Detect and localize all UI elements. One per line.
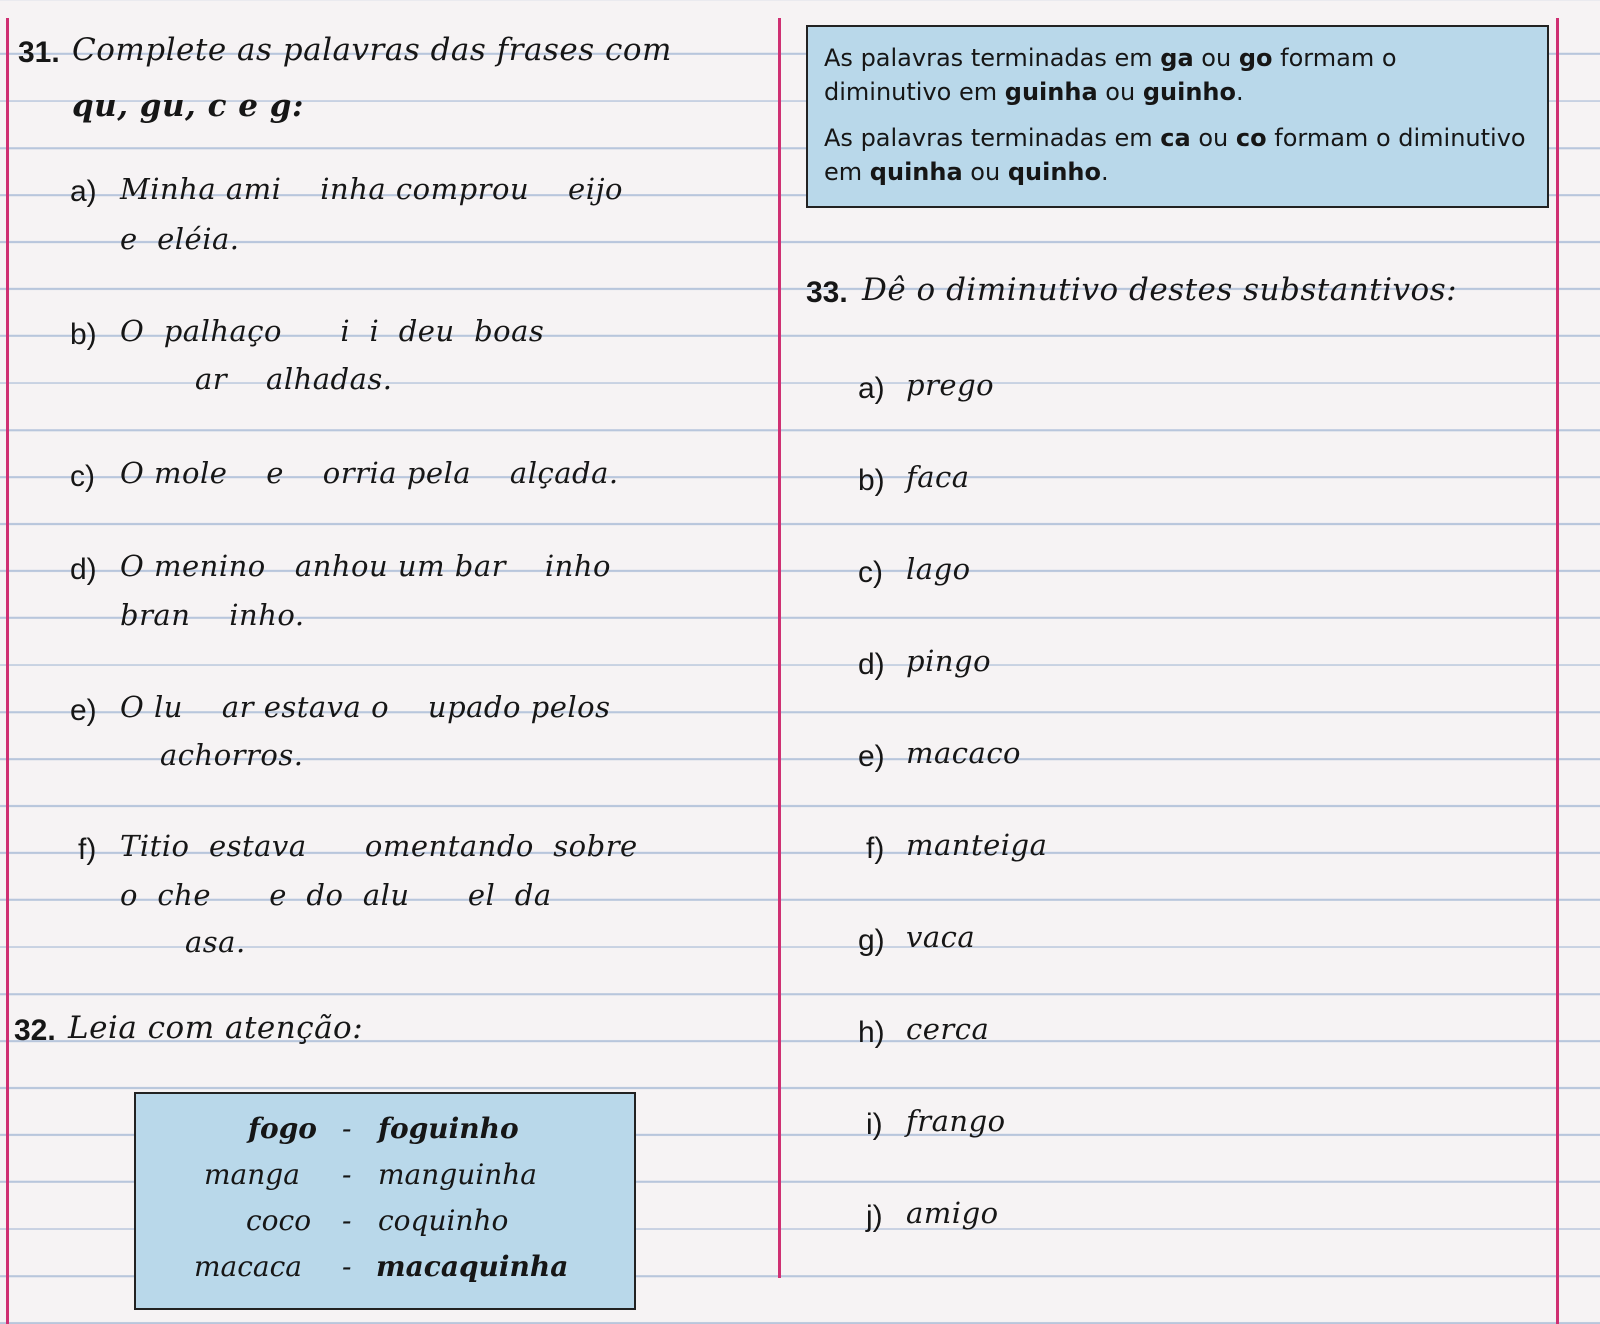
q31-item-f-line1: Titio estava omentando sobre <box>120 829 638 863</box>
q33-item-h-word: cerca <box>906 1012 990 1046</box>
q33-item-i-word: frango <box>906 1104 1006 1138</box>
q33-item-j-word: amigo <box>906 1196 999 1230</box>
example-3-dash: - <box>342 1204 352 1237</box>
example-3-base: coco <box>246 1204 312 1237</box>
examples-box <box>134 1092 636 1310</box>
q33-item-i-label: i) <box>866 1108 883 1141</box>
q33-item-e-label: e) <box>858 740 885 773</box>
q31-item-a-label: a) <box>70 175 97 208</box>
q33-item-j-label: j) <box>866 1200 883 1233</box>
q33-item-g-word: vaca <box>906 920 976 954</box>
example-1-diminutive: foguinho <box>378 1112 519 1145</box>
example-4-base: macaca <box>194 1250 302 1283</box>
example-4-diminutive: macaquinha <box>376 1250 569 1283</box>
q31-item-b-line2: ar alhadas. <box>195 362 393 396</box>
example-2-diminutive: manguinha <box>378 1158 537 1191</box>
right-margin-line <box>1556 18 1559 1324</box>
q31-item-b-label: b) <box>70 318 97 351</box>
example-2-base: manga <box>204 1158 300 1191</box>
q33-item-g-label: g) <box>858 924 885 957</box>
example-1-base: fogo <box>248 1112 317 1145</box>
q31-item-b-line1: O palhaço i i deu boas <box>120 314 545 348</box>
q33-item-f-word: manteiga <box>906 828 1048 862</box>
q31-item-f-line2: o che e do alu el da <box>120 878 552 912</box>
rule-paragraph-1: As palavras terminadas em ga ou go formam o diminutivo em guinha ou guinho. <box>824 44 1397 106</box>
q31-item-c-label: c) <box>70 460 95 493</box>
question-32-number: 32. <box>14 1014 56 1047</box>
left-margin-line <box>6 18 9 1324</box>
q33-item-d-label: d) <box>858 648 885 681</box>
q31-item-e-line1: O lu ar estava o upado pelos <box>120 690 611 724</box>
question-32-instruction: Leia com atenção: <box>68 1010 364 1046</box>
q33-item-a-word: prego <box>906 368 995 402</box>
q31-item-a-line2: e eléia. <box>120 222 240 256</box>
q31-item-e-line2: achorros. <box>160 738 304 772</box>
q31-item-f-label: f) <box>78 833 97 866</box>
center-margin-line <box>778 18 781 1278</box>
q31-item-d-line1: O menino anhou um bar inho <box>120 549 611 583</box>
q31-item-d-line2: bran inho. <box>120 598 305 632</box>
q31-item-d-label: d) <box>70 553 97 586</box>
question-33-number: 33. <box>806 276 848 309</box>
q33-item-h-label: h) <box>858 1016 885 1049</box>
q33-item-d-word: pingo <box>906 644 992 678</box>
example-4-dash: - <box>342 1250 352 1283</box>
q31-item-e-label: e) <box>70 694 97 727</box>
example-2-dash: - <box>342 1158 352 1191</box>
rule-box <box>806 25 1549 208</box>
q33-item-b-label: b) <box>858 464 885 497</box>
question-33-instruction: Dê o diminutivo destes substantivos: <box>862 272 1458 308</box>
q33-item-e-word: macaco <box>906 736 1022 770</box>
q33-item-b-word: faca <box>906 460 970 494</box>
example-1-dash: - <box>342 1112 352 1145</box>
q33-item-a-label: a) <box>858 372 885 405</box>
question-31-instruction-line1: Complete as palavras das frases com <box>72 32 672 68</box>
q31-item-a-line1: Minha ami inha comprou eijo <box>120 172 623 206</box>
question-31-instruction-line2: qu, gu, c e g: <box>72 88 304 124</box>
q33-item-c-label: c) <box>858 556 883 589</box>
question-31-number: 31. <box>18 36 60 69</box>
example-3-diminutive: coquinho <box>378 1204 509 1237</box>
rule-paragraph-2: As palavras terminadas em ca ou co formam o diminutivo em quinha ou quinho. <box>824 124 1526 186</box>
q33-item-c-word: lago <box>906 552 971 586</box>
q33-item-f-label: f) <box>866 832 885 865</box>
q31-item-c-line1: O mole e orria pela alçada. <box>120 456 619 490</box>
q31-item-f-line3: asa. <box>185 925 246 959</box>
